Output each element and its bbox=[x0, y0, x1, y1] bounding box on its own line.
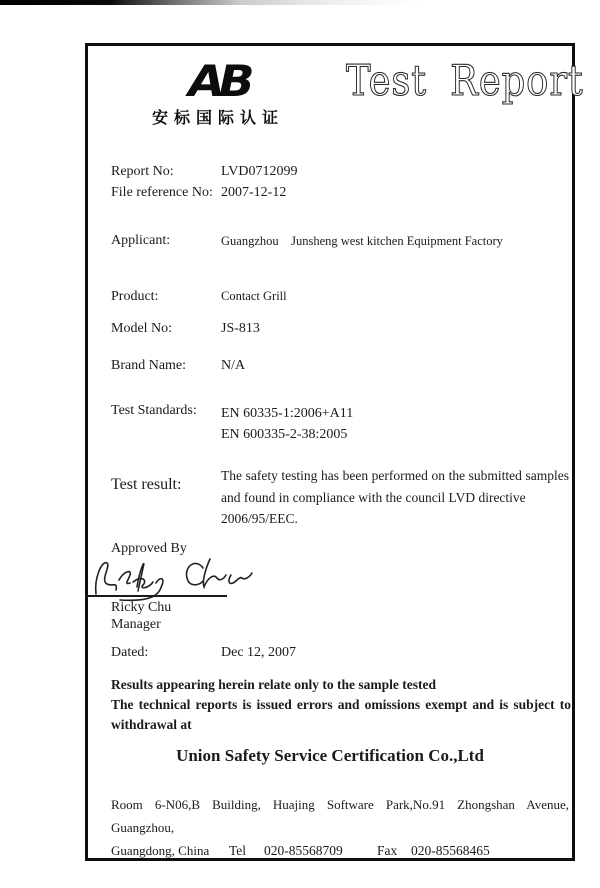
disclaimer-block bbox=[111, 675, 571, 735]
test-standards-label: Test Standards: bbox=[111, 403, 197, 418]
address-line2: Guangdong, China bbox=[111, 843, 210, 858]
brand-name-value: N/A bbox=[221, 358, 246, 373]
applicant-label: Applicant: bbox=[111, 233, 171, 248]
signatory-name: Ricky Chu bbox=[111, 600, 172, 615]
signature-line bbox=[85, 595, 227, 597]
report-border-frame bbox=[85, 43, 584, 861]
logo-ab-monogram: AB bbox=[182, 56, 254, 107]
address-line1: Room 6-N06,B Building, Huajing Software Park,No.91 Zhongshan Avenue, Guangzhou, bbox=[111, 797, 569, 835]
test-standard-2: EN 600335-2-38:2005 bbox=[221, 427, 348, 442]
disclaimer-line2: The technical reports is issued errors and omissions exempt and is subject to bbox=[111, 697, 571, 712]
product-value: Contact Grill bbox=[221, 289, 287, 303]
report-no-value: LVD0712099 bbox=[221, 164, 298, 179]
signature-handwriting-icon bbox=[90, 554, 270, 606]
applicant-value: Guangzhou Junsheng west kitchen Equipment Factory bbox=[221, 234, 503, 248]
dated-label: Dated: bbox=[111, 645, 149, 660]
dated-value: Dec 12, 2007 bbox=[221, 645, 297, 660]
model-no-value: JS-813 bbox=[221, 321, 260, 336]
tel-label: Tel bbox=[229, 843, 247, 858]
test-result-paragraph bbox=[221, 465, 569, 530]
report-no-label: Report No: bbox=[111, 164, 174, 179]
model-no-label: Model No: bbox=[111, 321, 173, 336]
fax-label: Fax bbox=[377, 843, 398, 858]
disclaimer-line3: withdrawal at bbox=[111, 717, 192, 732]
certifier-logo bbox=[118, 56, 318, 128]
test-result-line2: and found in compliance with the council LVD directive bbox=[221, 489, 526, 505]
brand-name-label: Brand Name: bbox=[111, 358, 187, 373]
product-label: Product: bbox=[111, 289, 159, 304]
document-title: Test Report bbox=[346, 56, 584, 105]
file-reference-value: 2007-12-12 bbox=[221, 185, 287, 200]
file-reference-label: File reference No: bbox=[111, 185, 213, 200]
title-block bbox=[346, 54, 584, 112]
logo-caption-chinese: 安标国际认证 bbox=[151, 108, 284, 127]
fax-value: 020-85568465 bbox=[411, 843, 490, 858]
signatory-title: Manager bbox=[111, 617, 161, 632]
test-result-line3: 2006/95/EEC. bbox=[221, 511, 298, 526]
tel-value: 020-85568709 bbox=[264, 843, 343, 858]
disclaimer-line1: Results appearing herein relate only to the sample tested bbox=[111, 677, 436, 692]
scan-artifact-strip bbox=[0, 0, 600, 5]
approved-by-label: Approved By bbox=[111, 541, 187, 556]
test-result-label: Test result: bbox=[111, 476, 182, 493]
company-name: Union Safety Service Certification Co.,Ltd bbox=[176, 746, 484, 765]
test-standard-1: EN 60335-1:2006+A11 bbox=[221, 406, 354, 421]
test-result-line1: The safety testing has been performed on the submitted samples bbox=[221, 468, 569, 483]
